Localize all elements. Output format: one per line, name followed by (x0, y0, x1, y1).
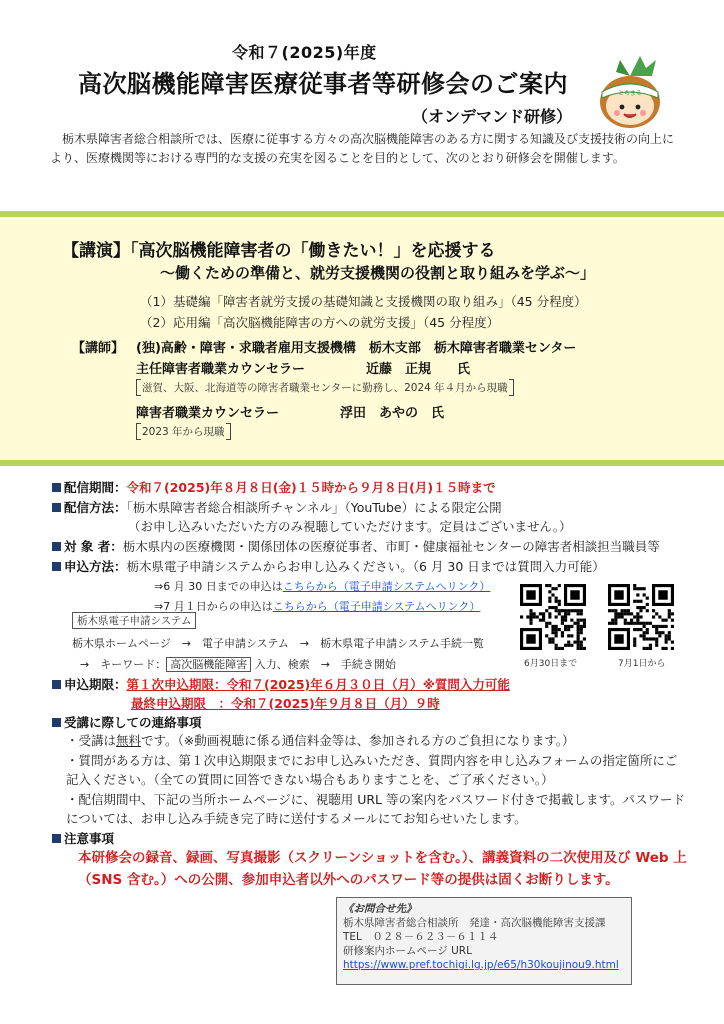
note-questions: ・質問がある方は、第１次申込期限までにお申し込みいただき、質問内容を申し込みフォームの指定箇所にご記入ください。（全ての質問に回答できない場合もありますことを、ご了承ください。） (66, 753, 678, 787)
qr-code-icon[interactable] (608, 584, 674, 650)
apply-row (52, 557, 605, 575)
contact-url-label: 研修案内ホームページ URL (343, 945, 472, 957)
link2-prefix: ⇒7 月１日からの申込は (154, 600, 273, 613)
apply-label: 申込方法： (64, 559, 127, 574)
note-free-word: 無料 (116, 733, 142, 748)
lecturer-label: 【講師】 (72, 341, 125, 356)
link1-row (154, 578, 490, 594)
keyword-prefix: → キーワード： (80, 658, 167, 671)
fiscal-year: 令和７(2025)年度 (232, 43, 377, 62)
contact-heading: 《お問合せ先》 (343, 903, 417, 915)
period-value: 令和７(2025)年８月８日(金)１５時から９月８日(月)１５時まで (126, 480, 496, 495)
square-bullet-icon (52, 542, 61, 551)
page-subtitle: （オンデマンド研修） (412, 107, 573, 126)
caution-heading-row (52, 829, 114, 847)
link2-row (154, 598, 480, 614)
period-row (52, 478, 496, 496)
system-path: 栃木県ホームページ → 電子申請システム → 栃木県電子申請システム手続一覧 (72, 637, 485, 650)
lecture-subtitle: ～働くための準備と、就労支援機関の役割と取り組みを学ぶ～」 (160, 264, 596, 282)
target-value: 栃木県内の医療機関・関係団体の医療従事者、市町・健康福祉センターの障害者相談担当職員等 (122, 539, 660, 554)
svg-text:とちまる: とちまる (617, 90, 643, 97)
square-bullet-icon (52, 718, 61, 727)
square-bullet-icon (52, 834, 61, 843)
deadline-final: 最終申込期限 ：令和７(2025)年９月８日（月）９時 (131, 696, 440, 711)
lecture-title: 【講演】「高次脳機能障害者の「働きたい！」を応援する (62, 241, 496, 261)
link1-prefix: ⇒6 月 30 日までの申込は (154, 580, 283, 593)
square-bullet-icon (52, 483, 61, 492)
square-bullet-icon (52, 503, 61, 512)
contact-box (336, 897, 632, 985)
keyword-suffix: 入力、検索 → 手続き開始 (254, 658, 396, 671)
lecture-item-1: （1）基礎編「障害者就労支援の基礎知識と支援機関の取り組み」（45 分程度） (140, 294, 587, 309)
mascot-icon (590, 50, 670, 130)
divider-bottom (0, 460, 724, 466)
square-bullet-icon (52, 680, 61, 689)
lecture-item-2: （2）応用編「高次脳機能障害の方への就労支援」（45 分程度） (140, 315, 500, 330)
target-label: 対 象 者： (64, 539, 123, 554)
header (0, 0, 724, 210)
notes-heading: 受講に際しての連絡事項 (64, 715, 202, 730)
qr2-caption: 7月1日から (618, 659, 666, 669)
square-bullet-icon (52, 562, 61, 571)
divider-top (0, 211, 724, 217)
lecturer-org: (独)高齢・障害・求職者雇用支援機構 栃木支部 栃木障害者職業センター (136, 341, 577, 356)
note-free-prefix: ・受講は (66, 733, 117, 748)
contact-url[interactable]: https://www.pref.tochigi.lg.jp/e65/h30koujinou9.html (343, 959, 619, 971)
apply-link-until-june30[interactable]: こちらから（電子申請システムへリンク） (282, 580, 491, 593)
method-value: 「栃木県障害者総合相談所チャンネル」（YouTube）による限定公開 (126, 500, 502, 515)
qr-code-icon[interactable] (520, 584, 586, 650)
note-free (66, 731, 686, 750)
caution-text: 本研修会の録音、録画、写真撮影（スクリーンショットを含む。）、講義資料の二次使用及び Web 上（SNS 含む。）への公開、参加申込者以外へのパスワード等の提供は固くお断りします。 (78, 850, 687, 888)
deadline-row (52, 675, 510, 693)
target-row (52, 537, 660, 555)
keyword-box: 高次脳機能障害 (166, 657, 251, 672)
lecturer1-title: 主任障害者職業カウンセラー (136, 362, 306, 377)
qr1-caption: 6月30日まで (524, 659, 578, 669)
method-note: （お申し込みいただいた方のみ視聴していただけます。定員はございません。） (128, 519, 572, 534)
caution-heading: 注意事項 (64, 831, 115, 846)
notes-heading-row (52, 713, 202, 731)
period-label: 配信期間： (64, 480, 127, 495)
lecturer2-name: 浮田 あやの 氏 (340, 406, 445, 421)
lecturer2-note: 2023 年から現職 (136, 423, 231, 440)
intro-text: 栃木県障害者総合相談所では、医療に従事する方々の高次脳機能障害のある方に関する知識及び支援技術の向上により、医療機関等における専門的な支援の充実を図ることを目的として、次のとおり研修会を開催します。 (50, 132, 675, 165)
lecturer1-note: 滋賀、大阪、北海道等の障害者職業センターに勤務し、2024 年４月から現職 (136, 379, 514, 396)
page-title: 高次脳機能障害医療従事者等研修会のご案内 (78, 70, 568, 98)
contact-org: 栃木県障害者総合相談所 発達・高次脳機能障害支援課 (343, 917, 606, 929)
note-password: ・配信期間中、下記の当所ホームページに、視聴用 URL 等の案内をパスワード付きで掲載します。パスワードについては、お申し込み手続き完了時に送付するメールにてお知らせいたします。 (66, 792, 685, 826)
deadline-label: 申込期限： (64, 677, 127, 692)
lecturer2-title: 障害者職業カウンセラー (136, 406, 280, 421)
method-label: 配信方法： (64, 500, 127, 515)
system-box: 栃木県電子申請システム (72, 612, 196, 629)
note-free-suffix: です。（※動画視聴に係る通信料金等は、参加される方のご負担になります。） (141, 733, 575, 748)
method-row (52, 498, 502, 516)
apply-link-from-july1[interactable]: こちらから（電子申請システムへリンク） (272, 600, 481, 613)
deadline-first: 第１次申込期限：令和７(2025)年６月３０日（月）※質問入力可能 (126, 677, 510, 692)
lecturer1-name: 近藤 正規 氏 (366, 362, 471, 377)
contact-tel: TEL ０２８－６２３－６１１４ (343, 931, 499, 943)
keyword-row (80, 656, 396, 672)
apply-value: 栃木県電子申請システムからお申し込みください。（6 月 30 日までは質問入力可能） (126, 559, 605, 574)
